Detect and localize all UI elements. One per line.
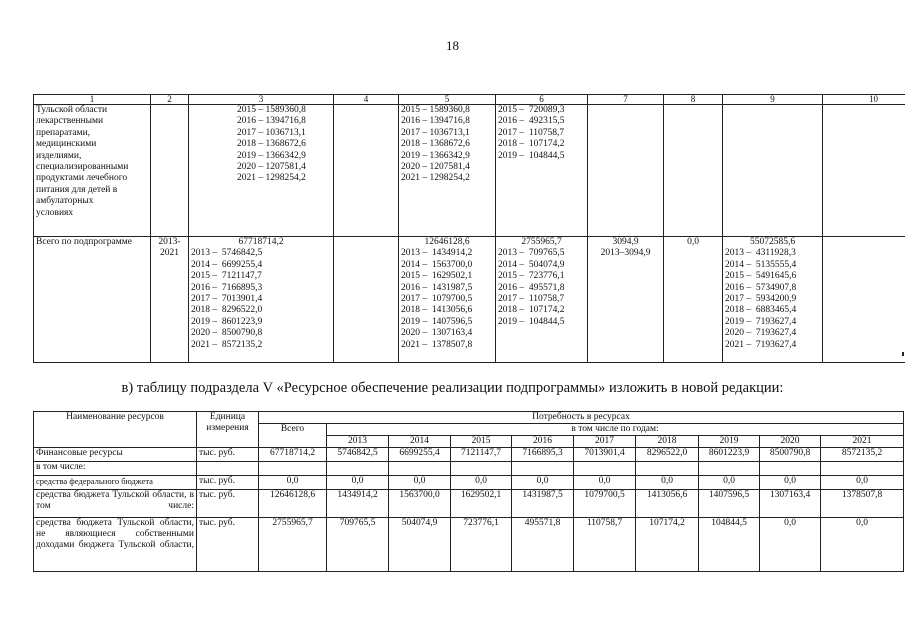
year-header: 2014	[389, 436, 451, 448]
year-value-cell: 1307163,4	[760, 490, 821, 518]
cell-line: 2014 – 6699255,4	[191, 259, 263, 270]
cell-lines	[401, 105, 493, 185]
year-value-cell: 0,0	[636, 476, 699, 490]
cell-line: 55072585,6	[749, 237, 796, 247]
header-by-year: в том числе по годам:	[327, 424, 904, 436]
cell-line: Тульской области	[36, 105, 108, 115]
unit-cell: тыс. руб.	[197, 490, 259, 518]
program-table-continued	[33, 94, 905, 363]
year-value-cell: 0,0	[512, 476, 574, 490]
cell-line: 2017 – 1036713,1	[237, 127, 306, 138]
cell-line: 2017 – 110758,7	[498, 127, 565, 138]
year-value-cell: 1563700,0	[389, 490, 451, 518]
col-header: 10	[823, 95, 905, 105]
table-edge-mark	[902, 352, 904, 356]
empty-cell	[823, 237, 905, 363]
cell-line: 2015 – 7121147,7	[191, 271, 262, 282]
header-row	[34, 412, 904, 424]
empty-cell	[636, 462, 699, 476]
cell-line: 2019 – 7193627,4	[725, 316, 797, 327]
col-header: 5	[399, 95, 496, 105]
year-value-cell: 110758,7	[574, 518, 636, 572]
cell-line: 2017 – 5934200,9	[725, 294, 797, 305]
cell-line: 2018 – 107174,2	[498, 139, 565, 150]
cell-line: 2015 – 1589360,8	[401, 105, 470, 115]
cell-line: амбулаторных	[36, 196, 94, 207]
year-header: 2013	[327, 436, 389, 448]
cell-line: продуктами лечебного	[36, 173, 128, 184]
empty-cell	[823, 105, 905, 237]
year-value-cell: 104844,5	[699, 518, 760, 572]
cell-lines	[153, 237, 186, 260]
year-value-cell: 6699255,4	[389, 448, 451, 462]
resource-name: в том числе:	[34, 462, 197, 476]
row-name-cell: Всего по подпрограмме	[34, 237, 151, 363]
empty-cell	[664, 105, 723, 237]
empty-cell	[259, 462, 327, 476]
cell-line: 2017 – 7013901,4	[191, 294, 263, 305]
header-row	[34, 95, 905, 105]
cell-line: 2021 – 1378507,8	[401, 339, 473, 350]
cell-line: 2019 – 1366342,9	[401, 150, 470, 161]
cell: 0,0	[664, 237, 723, 363]
cell	[496, 105, 588, 237]
cell-lines	[36, 105, 148, 219]
cell-line: 2014 – 504074,9	[498, 259, 565, 270]
cell-line: 2018 – 107174,2	[498, 305, 565, 316]
table-row	[34, 462, 904, 476]
year-value-cell: 0,0	[451, 476, 512, 490]
cell-line: 2755965,7	[521, 237, 562, 247]
cell-line: 2014 – 1563700,0	[401, 259, 473, 270]
unit-cell: тыс. руб.	[197, 448, 259, 462]
cell-line: 2020 – 1307163,4	[401, 328, 473, 339]
year-value-cell: 8500790,8	[760, 448, 821, 462]
cell-lines	[590, 237, 661, 260]
cell-line: условиях	[36, 207, 74, 218]
cell-line: 2019 – 8601223,9	[191, 316, 263, 327]
cell-line: 2013 – 5746842,5	[191, 248, 263, 259]
year-header: 2016	[512, 436, 574, 448]
cell-line: 2015 – 5491645,6	[725, 271, 797, 282]
cell-line: 2013-	[158, 237, 181, 247]
resource-table	[33, 411, 904, 572]
cell-line: 2018 – 8296522,0	[191, 305, 263, 316]
col-header: 3	[189, 95, 334, 105]
page-number: 18	[446, 38, 459, 53]
cell-lines	[725, 237, 820, 351]
resource-name: средства федерального бюджета	[34, 476, 197, 490]
empty-cell	[699, 462, 760, 476]
cell	[723, 237, 823, 363]
year-value-cell: 8572135,2	[821, 448, 904, 462]
cell-line: 2013–3094,9	[600, 248, 651, 259]
empty-cell	[451, 462, 512, 476]
year-value-cell: 1629502,1	[451, 490, 512, 518]
table-row	[34, 490, 904, 518]
year-value-cell: 7166895,3	[512, 448, 574, 462]
year-value-cell: 0,0	[389, 476, 451, 490]
cell-line: специализированными	[36, 162, 129, 173]
resource-name: средства бюджета Тульской области, не являющиеся собственными доходами бюджета Тульской области,	[34, 518, 197, 572]
cell-line: 2018 – 1413056,6	[401, 305, 473, 316]
year-value-cell: 0,0	[574, 476, 636, 490]
total-cell: 2755965,7	[259, 518, 327, 572]
cell-line: 12646128,6	[424, 237, 470, 247]
empty-cell	[334, 237, 399, 363]
cell-line: 67718714,2	[238, 237, 284, 247]
empty-cell	[588, 105, 664, 237]
cell-line: 2016 – 1431987,5	[401, 282, 473, 293]
cell-lines	[191, 105, 331, 185]
cell-line: 2020 – 1207581,4	[237, 162, 306, 173]
empty-cell	[334, 105, 399, 237]
col-header: 8	[664, 95, 723, 105]
header-total: Всего	[259, 424, 327, 448]
table-row	[34, 476, 904, 490]
year-header: 2019	[699, 436, 760, 448]
cell-line: 2018 – 6883465,4	[725, 305, 797, 316]
year-value-cell: 1413056,6	[636, 490, 699, 518]
unit-cell: тыс. руб.	[197, 476, 259, 490]
empty-cell	[821, 462, 904, 476]
year-value-cell: 1431987,5	[512, 490, 574, 518]
cell-line: 2020 – 1207581,4	[401, 162, 470, 173]
empty-cell	[197, 462, 259, 476]
cell-line: 2016 – 1394716,8	[237, 116, 306, 127]
cell-line: изделиями,	[36, 150, 82, 161]
empty-cell	[327, 462, 389, 476]
col-header: 1	[34, 95, 151, 105]
total-cell: 12646128,6	[259, 490, 327, 518]
cell-line: 2013 – 709765,5	[498, 248, 565, 259]
empty-cell	[512, 462, 574, 476]
year-value-cell: 8601223,9	[699, 448, 760, 462]
col-header: 4	[334, 95, 399, 105]
empty-cell	[760, 462, 821, 476]
year-value-cell: 107174,2	[636, 518, 699, 572]
resource-name: средства бюджета Тульской области, в том числе:	[34, 490, 197, 518]
year-header: 2018	[636, 436, 699, 448]
cell-line: 2014 – 5135555,4	[725, 259, 797, 270]
cell	[399, 237, 496, 363]
cell-line: 2021 – 1298254,2	[401, 173, 470, 184]
cell-lines	[191, 237, 331, 351]
cell-line: 2019 – 1366342,9	[237, 150, 306, 161]
total-cell: 67718714,2	[259, 448, 327, 462]
cell-line: 2021 – 8572135,2	[191, 339, 263, 350]
empty-cell	[151, 105, 189, 237]
year-header: 2021	[821, 436, 904, 448]
empty-cell	[723, 105, 823, 237]
year-header: 2015	[451, 436, 512, 448]
table-row	[34, 448, 904, 462]
cell-line: 2015 – 723776,1	[498, 271, 565, 282]
total-cell: 0,0	[259, 476, 327, 490]
year-value-cell: 504074,9	[389, 518, 451, 572]
col-header: 7	[588, 95, 664, 105]
year-value-cell: 723776,1	[451, 518, 512, 572]
table-row	[34, 105, 905, 237]
cell	[496, 237, 588, 363]
cell-line: лекарственными	[36, 116, 104, 127]
cell	[151, 237, 189, 363]
table-row	[34, 518, 904, 572]
cell	[588, 237, 664, 363]
year-value-cell: 1434914,2	[327, 490, 389, 518]
col-header: 6	[496, 95, 588, 105]
amendment-sentence: в) таблицу подраздела V «Ресурсное обеспечение реализации подпрограммы» изложить в новой редакции:	[121, 380, 784, 396]
cell-line: 2018 – 1368672,6	[401, 139, 470, 150]
cell-line: 2019 – 104844,5	[498, 316, 565, 327]
cell-line: 2016 – 1394716,8	[401, 116, 470, 127]
cell-lines	[498, 237, 585, 328]
year-value-cell: 8296522,0	[636, 448, 699, 462]
year-value-cell: 5746842,5	[327, 448, 389, 462]
header-need: Потребность в ресурсах	[259, 412, 904, 424]
cell-line: 2019 – 1407596,5	[401, 316, 473, 327]
year-value-cell: 0,0	[760, 476, 821, 490]
cell-line: 3094,9	[612, 237, 639, 247]
cell-line: 2015 – 720089,3	[498, 105, 565, 115]
cell-line: 2016 – 5734907,8	[725, 282, 797, 293]
cell	[399, 105, 496, 237]
cell-line: 2016 – 495571,8	[498, 282, 565, 293]
year-header: 2020	[760, 436, 821, 448]
col-header: 2	[151, 95, 189, 105]
year-header: 2017	[574, 436, 636, 448]
year-value-cell: 7013901,4	[574, 448, 636, 462]
cell-line: 2013 – 1434914,2	[401, 248, 473, 259]
year-value-cell: 1378507,8	[821, 490, 904, 518]
cell-line: 2013 – 4311928,3	[725, 248, 796, 259]
row-name-cell	[34, 105, 151, 237]
cell	[189, 237, 334, 363]
cell-line: 2021	[160, 248, 179, 259]
col-header: 9	[723, 95, 823, 105]
cell-line: 2015 – 1589360,8	[237, 105, 306, 115]
cell-line: 2015 – 1629502,1	[401, 271, 473, 282]
cell-line: 2016 – 7166895,3	[191, 282, 263, 293]
cell-line: 2019 – 104844,5	[498, 150, 565, 161]
cell-line: 2018 – 1368672,6	[237, 139, 306, 150]
cell-line: 2017 – 1079700,5	[401, 294, 473, 305]
year-value-cell: 1407596,5	[699, 490, 760, 518]
year-value-cell: 0,0	[821, 518, 904, 572]
year-value-cell: 7121147,7	[451, 448, 512, 462]
table-row	[34, 237, 905, 363]
cell-lines	[498, 105, 585, 162]
cell	[189, 105, 334, 237]
cell-line: препаратами,	[36, 127, 91, 138]
cell-line: 2017 – 110758,7	[498, 294, 565, 305]
cell-line: 2020 – 7193627,4	[725, 328, 797, 339]
cell-line: 2021 – 1298254,2	[237, 173, 306, 184]
year-value-cell: 1079700,5	[574, 490, 636, 518]
cell-line: питания для детей в	[36, 184, 118, 195]
cell-line: 2016 – 492315,5	[498, 116, 565, 127]
cell-line: медицинскими	[36, 139, 97, 150]
cell-lines	[401, 237, 493, 351]
empty-cell	[389, 462, 451, 476]
empty-cell	[574, 462, 636, 476]
year-value-cell: 0,0	[699, 476, 760, 490]
header-unit: Единица измерения	[197, 412, 259, 448]
year-value-cell: 0,0	[327, 476, 389, 490]
cell-line: 2021 – 7193627,4	[725, 339, 797, 350]
cell-line: 2020 – 8500790,8	[191, 328, 263, 339]
year-value-cell: 709765,5	[327, 518, 389, 572]
year-value-cell: 0,0	[821, 476, 904, 490]
header-resources: Наименование ресурсов	[34, 412, 197, 448]
unit-cell: тыс. руб.	[197, 518, 259, 572]
cell-line: 2017 – 1036713,1	[401, 127, 470, 138]
resource-name: Финансовые ресурсы	[34, 448, 197, 462]
year-value-cell: 495571,8	[512, 518, 574, 572]
year-value-cell: 0,0	[760, 518, 821, 572]
